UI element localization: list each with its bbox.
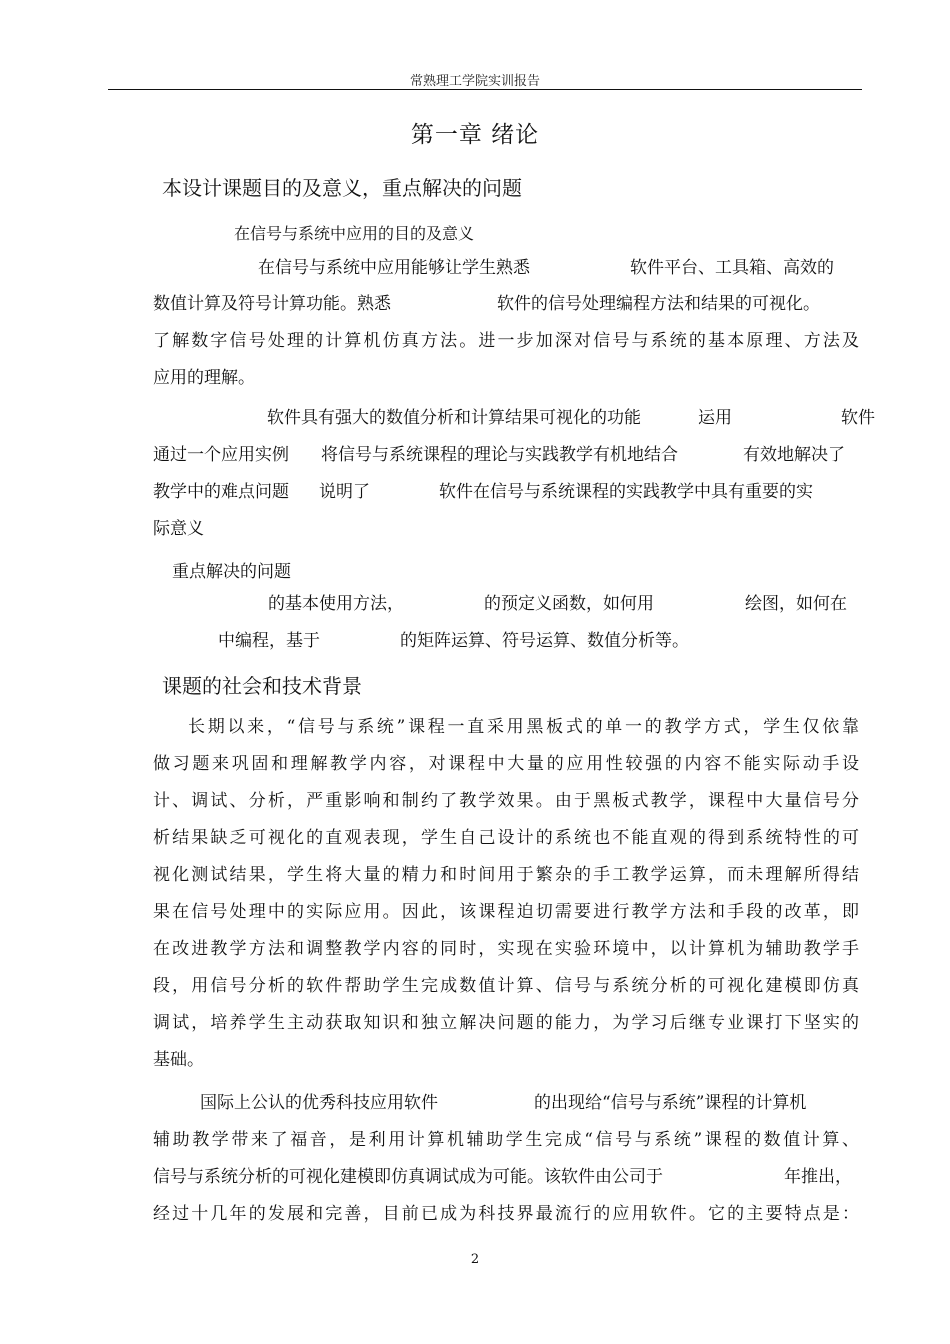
- text-line: 的预定义函数，如何用: [484, 594, 654, 614]
- section-heading-purpose: 本设计课题目的及意义，重点解决的问题: [162, 176, 522, 200]
- text-line: 运用: [698, 408, 732, 428]
- text-line: 的基本使用方法，: [268, 594, 404, 614]
- text-line: 软件平台、工具箱、高效的: [630, 258, 834, 278]
- text-line: 软件具有强大的数值分析和计算结果可视化的功能: [267, 408, 641, 428]
- text-line: 绘图，如何在: [745, 594, 847, 614]
- text-line: 做习题来巩固和理解教学内容，对课程中大量的应用性较强的内容不能实际动手设: [153, 754, 859, 774]
- text-line: 辅助教学带来了福音，是利用计算机辅助学生完成“信号与系统”课程的数值计算、: [153, 1130, 859, 1150]
- text-line: 基础。: [153, 1050, 204, 1070]
- text-line: 应用的理解。: [153, 368, 255, 388]
- text-line: 在信号与系统中应用能够让学生熟悉: [258, 258, 530, 278]
- text-line: 了解数字信号处理的计算机仿真方法。进一步加深对信号与系统的基本原理、方法及: [153, 331, 859, 351]
- page-number: 2: [470, 1252, 480, 1267]
- text-line: 在改进教学方法和调整教学内容的同时，实现在实验环境中，以计算机为辅助教学手: [153, 939, 859, 959]
- text-line: 将信号与系统课程的理论与实践教学有机地结合: [321, 445, 678, 465]
- section-heading-background: 课题的社会和技术背景: [162, 674, 362, 698]
- text-line: 年推出，: [784, 1167, 852, 1187]
- text-line: 软件在信号与系统课程的实践教学中具有重要的实: [439, 482, 813, 502]
- text-line: 的矩阵运算、符号运算、数值分析等。: [400, 631, 689, 651]
- header-text: 常熟理工学院实训报告: [409, 74, 540, 89]
- text-line: 软件: [841, 408, 875, 428]
- text-line: 视化测试结果，学生将大量的精力和时间用于繁杂的手工教学运算，而未理解所得结: [153, 865, 859, 885]
- text-line: 的出现给“信号与系统”课程的计算机: [534, 1093, 807, 1113]
- text-line: 说明了: [319, 482, 370, 502]
- chapter-title: 第一章 绪论: [410, 122, 540, 148]
- text-line: 国际上公认的优秀科技应用软件: [200, 1093, 438, 1113]
- key-problems-heading: 重点解决的问题: [172, 562, 291, 582]
- text-line: 经过十几年的发展和完善，目前已成为科技界最流行的应用软件。它的主要特点是：: [153, 1204, 859, 1224]
- text-line: 析结果缺乏可视化的直观表现，学生自己设计的系统也不能直观的得到系统特性的可: [153, 828, 859, 848]
- text-line: 际意义: [153, 519, 204, 539]
- text-line: 数值计算及符号计算功能。熟悉: [153, 294, 391, 314]
- text-line: 段，用信号分析的软件帮助学生完成数值计算、信号与系统分析的可视化建模即仿真: [153, 976, 859, 996]
- header-divider: [108, 89, 862, 90]
- text-line: 中编程，基于: [218, 631, 320, 651]
- subheading-purpose: 在信号与系统中应用的目的及意义: [234, 224, 475, 243]
- text-line: 果在信号处理中的实际应用。因此，该课程迫切需要进行教学方法和手段的改革，即: [153, 902, 859, 922]
- text-line: 教学中的难点问题: [153, 482, 289, 502]
- text-line: 有效地解决了: [743, 445, 845, 465]
- text-line: 调试，培养学生主动获取知识和独立解决问题的能力，为学习后继专业课打下坚实的: [153, 1013, 859, 1033]
- text-line: 通过一个应用实例: [153, 445, 289, 465]
- text-line: 软件的信号处理编程方法和结果的可视化。: [497, 294, 820, 314]
- text-line: 信号与系统分析的可视化建模即仿真调试成为可能。该软件由公司于: [153, 1167, 663, 1187]
- text-line: 计、调试、分析，严重影响和制约了教学效果。由于黑板式教学，课程中大量信号分: [153, 791, 859, 811]
- text-line: 长期以来，“信号与系统”课程一直采用黑板式的单一的教学方式，学生仅依靠: [188, 717, 859, 737]
